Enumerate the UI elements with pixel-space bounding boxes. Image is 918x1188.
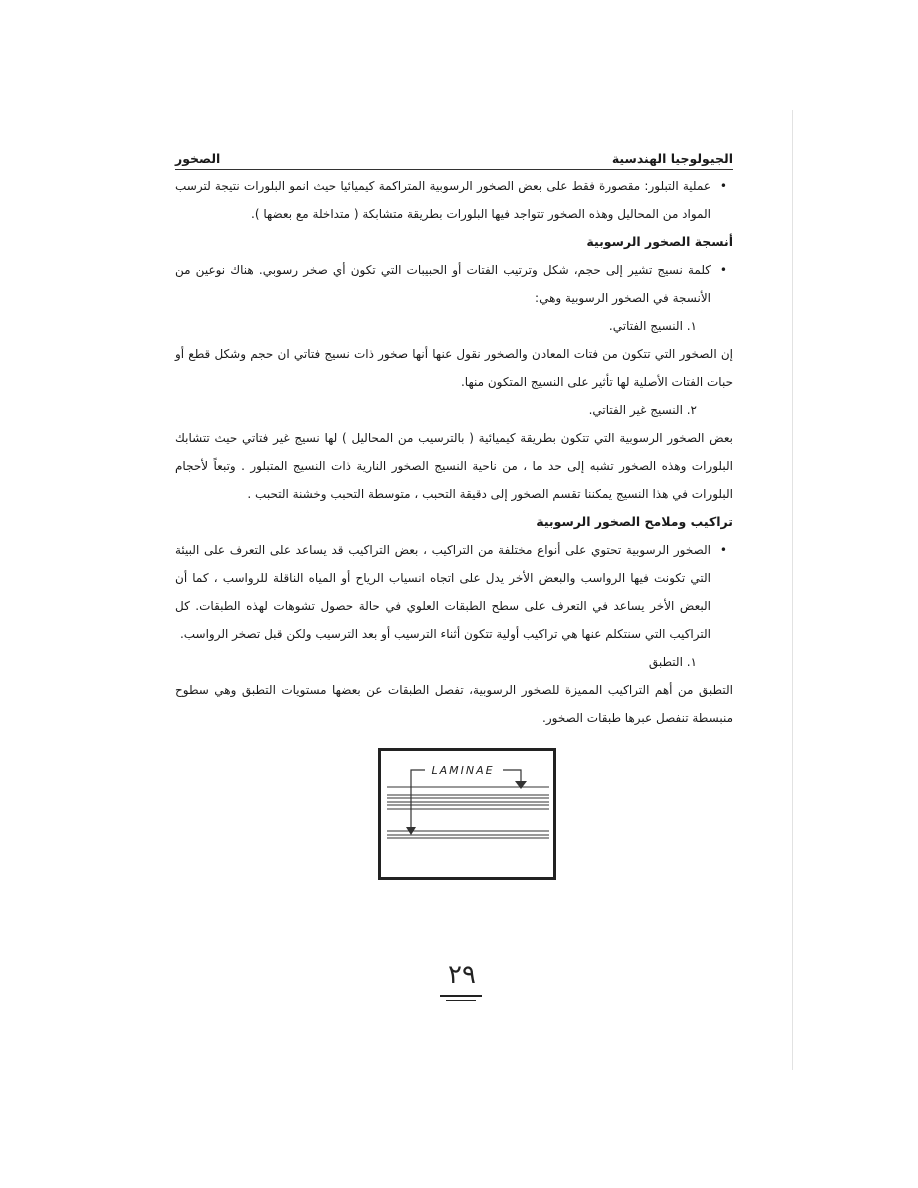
document-body [175,150,733,732]
laminae-label: LAMINAE [431,764,495,777]
page-number-underline [440,995,482,997]
laminae-diagram [381,751,553,877]
header-book-title: الجيولوجيا الهندسية [611,151,733,166]
nonclastic-texture-label: ٢. النسيج غير الفتاتي. [588,403,697,417]
structures-heading: تراكيب وملامح الصخور الرسوبية [536,514,733,529]
clastic-texture-text: إن الصخور التي تتكون من فتات المعادن والصخور نقول عنها أنها صخور ذات نسيج فتاتي ان حجم وشكل قطع أو حبات الفتات الأصلية لها تأثير على النسيج المتكون منها. [175,347,733,389]
header-chapter-title: الصخور [175,151,221,166]
clastic-texture-label: ١. النسيج الفتاتي. [608,319,697,333]
nonclastic-texture-text: بعض الصخور الرسوبية التي تتكون بطريقة كيميائية ( بالترسيب من المحاليل ) لها نسيج غير فتاتي حيث تتشابك البلورات وهذه الصخور تشبه إلى حد ما ، من ناحية النسيج الصخور النارية ذات النسيج المتبلور . وتبعاً لأحجام البلورات في هذا النسيج يمكننا تقسم الصخور إلى دقيقة التحبب ، متوسطة التحبب وخشنة التحبب . [175,431,733,501]
crystallization-bullet: • عملية التبلور: مقصورة فقط على بعض الصخور الرسوبية المتراكمة كيميائيا حيث انمو البلورات نتيجة لترسب المواد من المحاليل وهذه الصخور تتواجد فيها البلورات بطريقة متشابكة ( متداخلة مع بعضها ). [175,172,733,228]
laminae-figure [378,748,556,880]
structures-bullet: • الصخور الرسوبية تحتوي على أنواع مختلفة من التراكيب ، بعض التراكيب قد يساعد على التعرف على البيئة التي تكونت فيها الرواسب والبعض الأخر يدل على اتجاه انسياب الرياح أو المياه الناقلة للرواسب ، كما أن البعض الأخر يساعد في التعرف على سطح الطبقات العلوي في حالة حصول تشوهات لهذه الطبقات. كل التراكيب التي سنتكلم عنها هي تراكيب أولية تتكون أثناء الترسيب أو بعد الترسيب ولكن قبل تصخر الرواسب. [175,536,733,648]
bedding-label: ١. التطبق [648,655,697,669]
page-number: ٢٩ [448,960,476,990]
textures-heading: أنسجة الصخور الرسوبية [586,234,733,249]
running-header [175,150,733,170]
bedding-text: التطبق من أهم التراكيب المميزة للصخور الرسوبية، تفصل الطبقات عن بعضها مستويات التطبق وهي سطوح منبسطة تنفصل عبرها طبقات الصخور. [175,683,733,725]
texture-definition-bullet: • كلمة نسيج تشير إلى حجم، شكل وترتيب الفتات أو الحبيبات التي تكون أي صخر رسوبي. هناك نوعين من الأنسجة في الصخور الرسوبية وهي: [175,256,733,312]
page-edge-line [792,110,793,1070]
page-number-underline-second [446,1000,476,1001]
